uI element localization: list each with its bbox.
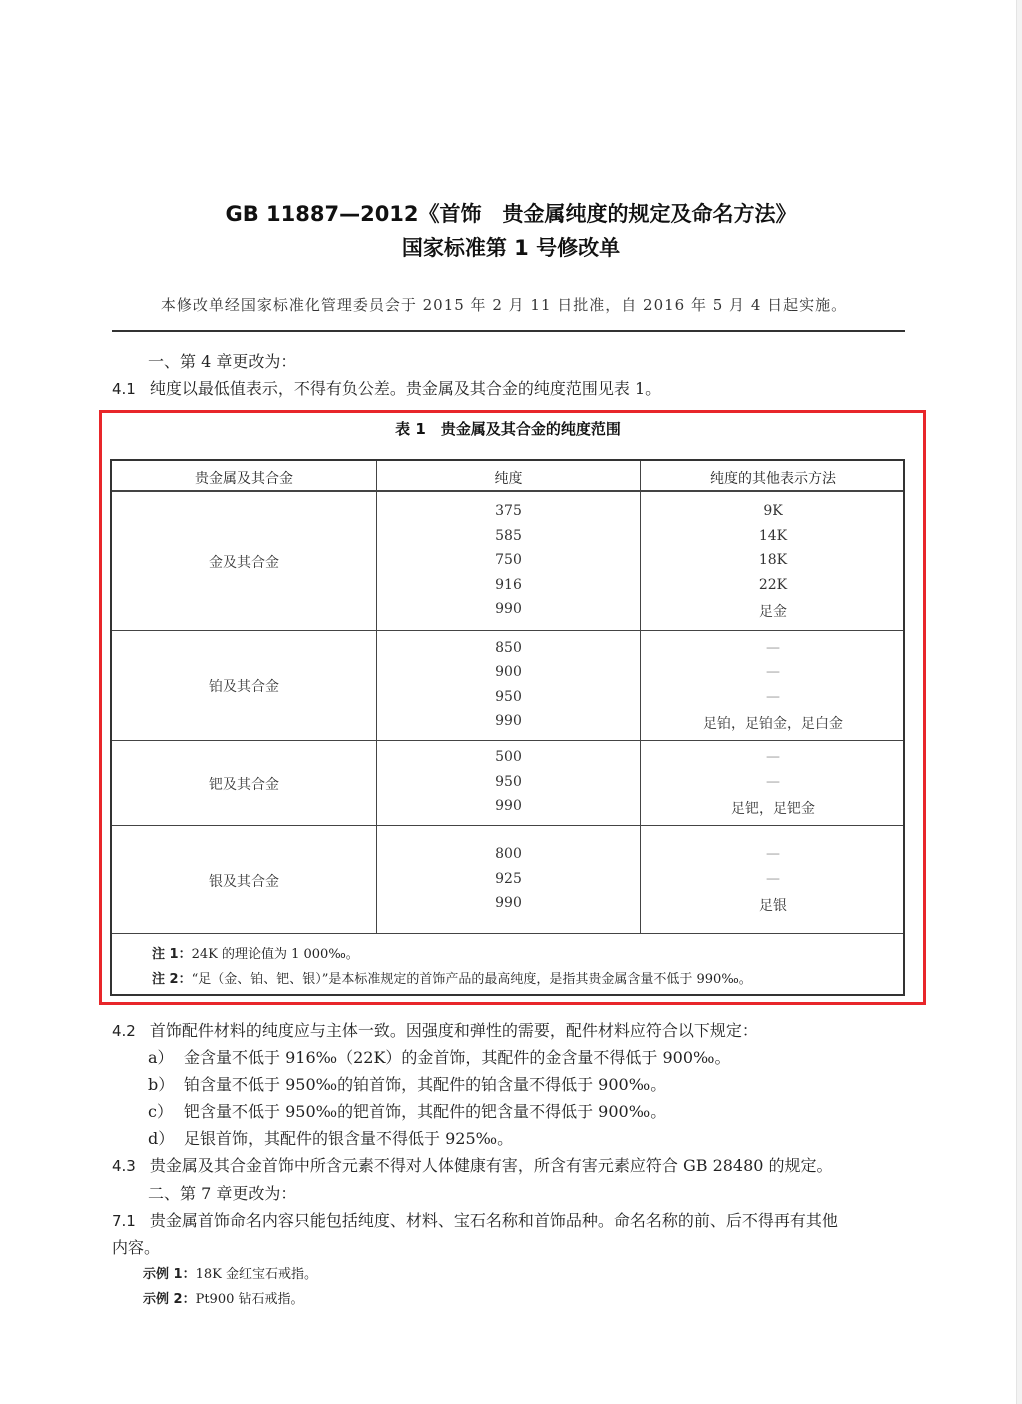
table-cell-purity: 950: [495, 774, 522, 790]
table-cell-other: 足金: [759, 604, 787, 620]
clause-text: 首饰配件材料的纯度应与主体一致。因强度和弹性的需要，配件材料应符合以下规定：: [149, 1021, 758, 1040]
table-note-1: [152, 943, 359, 962]
clause-4-2: [112, 1018, 758, 1041]
document-title: GB 11887—2012《首饰 贵金属纯度的规定及命名方法》: [225, 202, 797, 226]
table-cell-purity: 925: [495, 871, 522, 887]
table-cell-purity: 990: [495, 895, 522, 911]
table-cell-purity: 750: [495, 552, 522, 568]
table-note-2: [152, 968, 752, 987]
table-cell-other: 足铂，足铂金，足白金: [703, 716, 843, 732]
table-cell-purity: 916: [495, 577, 522, 593]
table-cell-purity: 375: [495, 503, 522, 519]
table-rule: [112, 825, 903, 826]
list-item: [148, 1045, 731, 1068]
note-label: 注 1：: [152, 947, 192, 962]
header-divider: [112, 330, 905, 332]
note-text: “足（金、铂、钯、银）”是本标准规定的首饰产品的最高纯度，是指其贵金属含量不低于 990‰。: [191, 972, 752, 987]
list-item: [148, 1099, 666, 1122]
clause-number: 7.1: [112, 1212, 136, 1230]
list-item-text: 金含量不低于 916‰（22K）的金首饰，其配件的金含量不得低于 900‰。: [184, 1048, 731, 1067]
table-cell-other: 18K: [758, 552, 788, 568]
list-item-label: c）: [148, 1102, 173, 1121]
table-cell-other: —: [766, 749, 780, 765]
table-cell-other: —: [766, 640, 780, 656]
list-item: [148, 1126, 513, 1149]
list-item: [148, 1072, 666, 1095]
list-item-label: a）: [148, 1048, 174, 1067]
list-item-text: 足银首饰，其配件的银含量不得低于 925‰。: [184, 1129, 514, 1148]
approval-statement: 本修改单经国家标准化管理委员会于 2015 年 2 月 11 日批准，自 2016 年 5 月 4 日起实施。: [160, 296, 848, 314]
table-cell-purity: 500: [495, 749, 522, 765]
chapter7-heading: 二、第 7 章更改为：: [148, 1184, 297, 1203]
list-item-text: 钯含量不低于 950‰的钯首饰，其配件的钯含量不得低于 900‰。: [184, 1102, 667, 1121]
note-text: 24K 的理论值为 1 000‰。: [191, 947, 359, 962]
clause-text: 贵金属及其合金首饰中所含元素不得对人体健康有害，所含有害元素应符合 GB 28480 的规定。: [149, 1156, 833, 1175]
table-title: 表 1 贵金属及其合金的纯度范围: [395, 420, 621, 438]
list-item-label: d）: [148, 1129, 175, 1148]
clause-4-1: [112, 376, 661, 399]
table-cell-other: 足银: [759, 898, 787, 914]
table-cell-other: 9K: [763, 503, 783, 519]
table-rule: [112, 490, 903, 492]
clause-number: 4.3: [112, 1157, 136, 1175]
chapter4-heading: 一、第 4 章更改为：: [148, 352, 297, 371]
table-cell-other: 22K: [758, 577, 788, 593]
example-2: [143, 1288, 304, 1307]
table-cell-purity: 900: [495, 664, 522, 680]
table-row-palladium-name: 钯及其合金: [209, 777, 279, 793]
clause-text: 贵金属首饰命名内容只能包括纯度、材料、宝石名称和首饰品种。命名名称的前、后不得再有其他: [149, 1211, 838, 1230]
table-cell-purity: 990: [495, 798, 522, 814]
example-1: [143, 1263, 317, 1282]
table-header-other: 纯度的其他表示方法: [710, 471, 836, 487]
table-cell-purity: 990: [495, 601, 522, 617]
table-cell-other: —: [766, 664, 780, 680]
table-header-purity: 纯度: [494, 471, 523, 487]
table-cell-other: —: [766, 689, 780, 705]
list-item-text: 铂含量不低于 950‰的铂首饰，其配件的铂含量不得低于 900‰。: [184, 1075, 667, 1094]
purity-table: [110, 459, 905, 996]
table-row-gold-name: 金及其合金: [209, 555, 279, 571]
clause-number: 4.2: [112, 1022, 136, 1040]
table-rule: [112, 630, 903, 631]
table-row-platinum-name: 铂及其合金: [209, 679, 279, 695]
table-cell-purity: 850: [495, 640, 522, 656]
table-cell-purity: 950: [495, 689, 522, 705]
table-cell-other: —: [766, 871, 780, 887]
document-subtitle: 国家标准第 1 号修改单: [401, 236, 621, 260]
table-cell-purity: 990: [495, 713, 522, 729]
example-text: 18K 金红宝石戒指。: [195, 1267, 317, 1282]
clause-7-1: [112, 1208, 838, 1231]
table-cell-other: 足钯，足钯金: [731, 801, 815, 817]
example-label: 示例 2：: [143, 1292, 196, 1307]
table-row-silver-name: 银及其合金: [209, 874, 279, 890]
list-item-label: b）: [148, 1075, 175, 1094]
clause-4-3: [112, 1153, 833, 1176]
table-header-metal: 贵金属及其合金: [195, 471, 293, 487]
example-label: 示例 1：: [143, 1267, 196, 1282]
table-cell-purity: 800: [495, 846, 522, 862]
table-cell-purity: 585: [495, 528, 522, 544]
note-label: 注 2：: [152, 972, 192, 987]
table-cell-other: 14K: [758, 528, 788, 544]
example-text: Pt900 钻石戒指。: [195, 1292, 304, 1307]
clause-7-1-continued: 内容。: [112, 1238, 161, 1257]
clause-text: 纯度以最低值表示，不得有负公差。贵金属及其合金的纯度范围见表 1。: [149, 379, 662, 398]
clause-number: 4.1: [112, 380, 136, 398]
table-rule: [112, 740, 903, 741]
table-rule: [112, 933, 903, 934]
table-cell-other: —: [766, 774, 780, 790]
table-cell-other: —: [766, 846, 780, 862]
